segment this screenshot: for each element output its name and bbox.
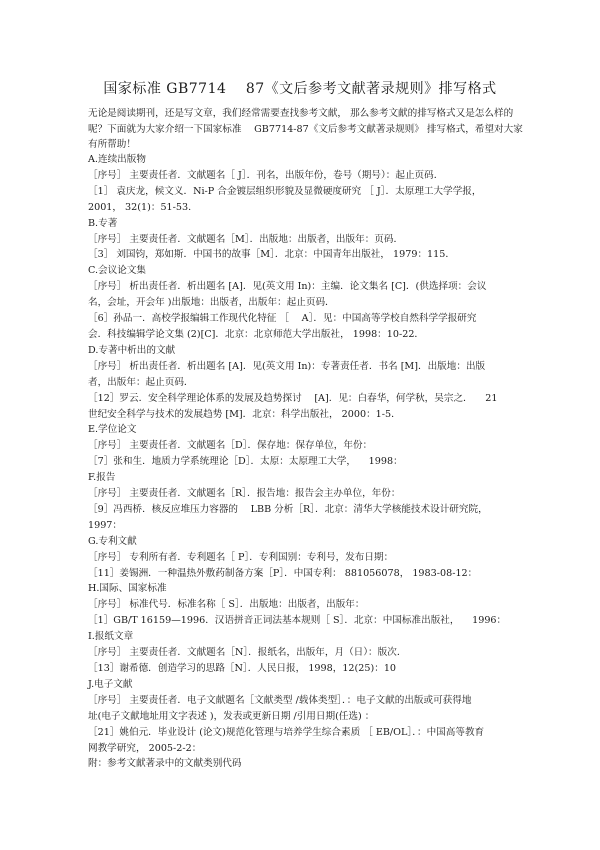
section-heading: B.专著	[88, 217, 118, 229]
text-line: ［11］姜锡洲．一种温热外敷药制备方案［P］．中国专利： 881056078， 1983-08-12：	[88, 567, 478, 579]
section-thesis	[88, 422, 528, 470]
section-heading: E.学位论文	[88, 424, 137, 436]
section-proceedings	[88, 263, 528, 343]
text-line: ［1］GB/T 16159—1996．汉语拼音正词法基本规则［ S］．北京：中国标准出版社， 1996：	[88, 615, 507, 627]
text-line: 1997：	[88, 519, 123, 531]
text-line: ［21］姚伯元．毕业设计 (论文)规范化管理与培养学生综合素质 ［ EB/OL］．：中国高等教育	[88, 726, 485, 738]
section-serials	[88, 152, 528, 216]
text-line: ［序号］ 析出责任者．析出题名 [A]．见(英文用 In)：专著责任者．书名 [M]．出版地：出版	[88, 360, 486, 372]
section-heading: A.连续出版物	[88, 154, 146, 165]
section-electronic	[88, 677, 528, 757]
text-line: ［12］罗云．安全科学理论体系的发展及趋势探讨 [A]．见：白春华，何学秋，吴宗之． 21	[88, 392, 498, 404]
section-heading: H.国际、国家标准	[88, 583, 167, 595]
section-standard	[88, 581, 528, 629]
appendix-note: 附：参考文献著录中的文献类别代码	[88, 758, 242, 770]
section-patent	[88, 534, 528, 582]
section-heading: C.会议论文集	[88, 265, 147, 277]
text-line: ［3］ 刘国钧，郑如斯．中国书的故事［M］．北京：中国青年出版社， 1979：115．	[88, 249, 455, 261]
text-line: ［13］谢希德．创造学习的思路［N］．人民日报， 1998，12(25)：10	[88, 663, 397, 674]
text-line: ［序号］ 主要责任者．电子文献题名［文献类型 /载体类型］．：电子文献的出版或可获得地	[88, 694, 472, 706]
text-line: ［6］孙品一．高校学报编辑工作现代化特征 ［ A］．见：中国高等学校自然科学学报研究	[88, 313, 477, 325]
section-heading: J.电子文献	[88, 678, 133, 690]
text-line: ［序号］ 主要责任者．文献题名［ J］．刊名，出版年份，卷号（期号）：起止页码．	[88, 169, 444, 181]
text-line: 者，出版年：起止页码．	[88, 376, 194, 388]
text-line: ［序号］ 主要责任者．文献题名［R］．报告地：报告会主办单位，年份：	[88, 488, 401, 500]
text-line: ［序号］ 主要责任者．文献题名［D］．保存地：保存单位，年份：	[88, 440, 373, 452]
section-heading: F.报告	[88, 472, 116, 484]
text-line: 世纪安全科学与技术的发展趋势 [M]．北京：科学出版社， 2000：1-5．	[88, 408, 401, 420]
text-line: 2001， 32(1)：51-53.	[88, 201, 192, 213]
text-line: 网教学研究， 2005-2-2：	[88, 742, 202, 754]
text-line: ［序号］ 标准代号．标准名称［ S］．出版地：出版者，出版年：	[88, 599, 365, 611]
text-line: ［序号］ 专利所有者．专利题名［ P］．专利国别：专利号，发布日期：	[88, 551, 394, 563]
text-line: 名，会址，开会年 )出版地：出版者，出版年：起止页码．	[88, 297, 335, 309]
text-line: 会．科技编辑学论文集 (2)[C]．北京：北京师范大学出版社， 1998：10-22．	[88, 328, 425, 340]
text-line: 址(电子文献地址用文字表述 )，发表或更新日期 /引用日期(任选) ：	[88, 710, 375, 722]
text-line: ［9］冯西桥．核反应堆压力容器的 LBB 分析［R］．北京：清华大学核能技术设计研究院，	[88, 503, 488, 515]
section-heading: D.专著中析出的文献	[88, 344, 176, 356]
section-monograph	[88, 216, 528, 264]
document-body	[88, 152, 528, 772]
text-line: ［7］张和生．地质力学系统理论［D］．太原：太原理工大学， 1998：	[88, 456, 403, 468]
section-book-chapter	[88, 343, 528, 423]
document-title: 国家标准 GB7714 87《文后参考文献著录规则》排写格式	[103, 81, 497, 97]
section-heading: G.专利文献	[88, 535, 137, 547]
text-line: ［序号］ 主要责任者．文献题名［M］．出版地：出版者，出版年：页码．	[88, 233, 404, 245]
section-heading: I.报纸文章	[88, 631, 134, 643]
intro-paragraph: 无论是阅读期刊，还是写文章，我们经常需要查找参考文献， 那么参考文献的排写格式又是怎么样的呢？下面就为大家介绍一下国家标准 GB7714-87《文后参考文献著录规则》 排写格式，希望对大家有所帮助！	[88, 108, 523, 150]
text-line: ［序号］ 析出责任者．析出题名 [A]．见(英文用 In)：主编．论文集名 [C]．(供选择项：会议	[88, 281, 487, 293]
text-line: ［序号］ 主要责任者．文献题名［N］．报纸名，出版年，月（日）：版次．	[88, 647, 407, 659]
text-line: ［1］ 袁庆龙，候文义．Ni-P 合金镀层组织形貌及显微硬度研究 ［ J］．太原理工大学学报，	[88, 185, 482, 197]
section-report	[88, 470, 528, 534]
section-newspaper	[88, 629, 528, 677]
